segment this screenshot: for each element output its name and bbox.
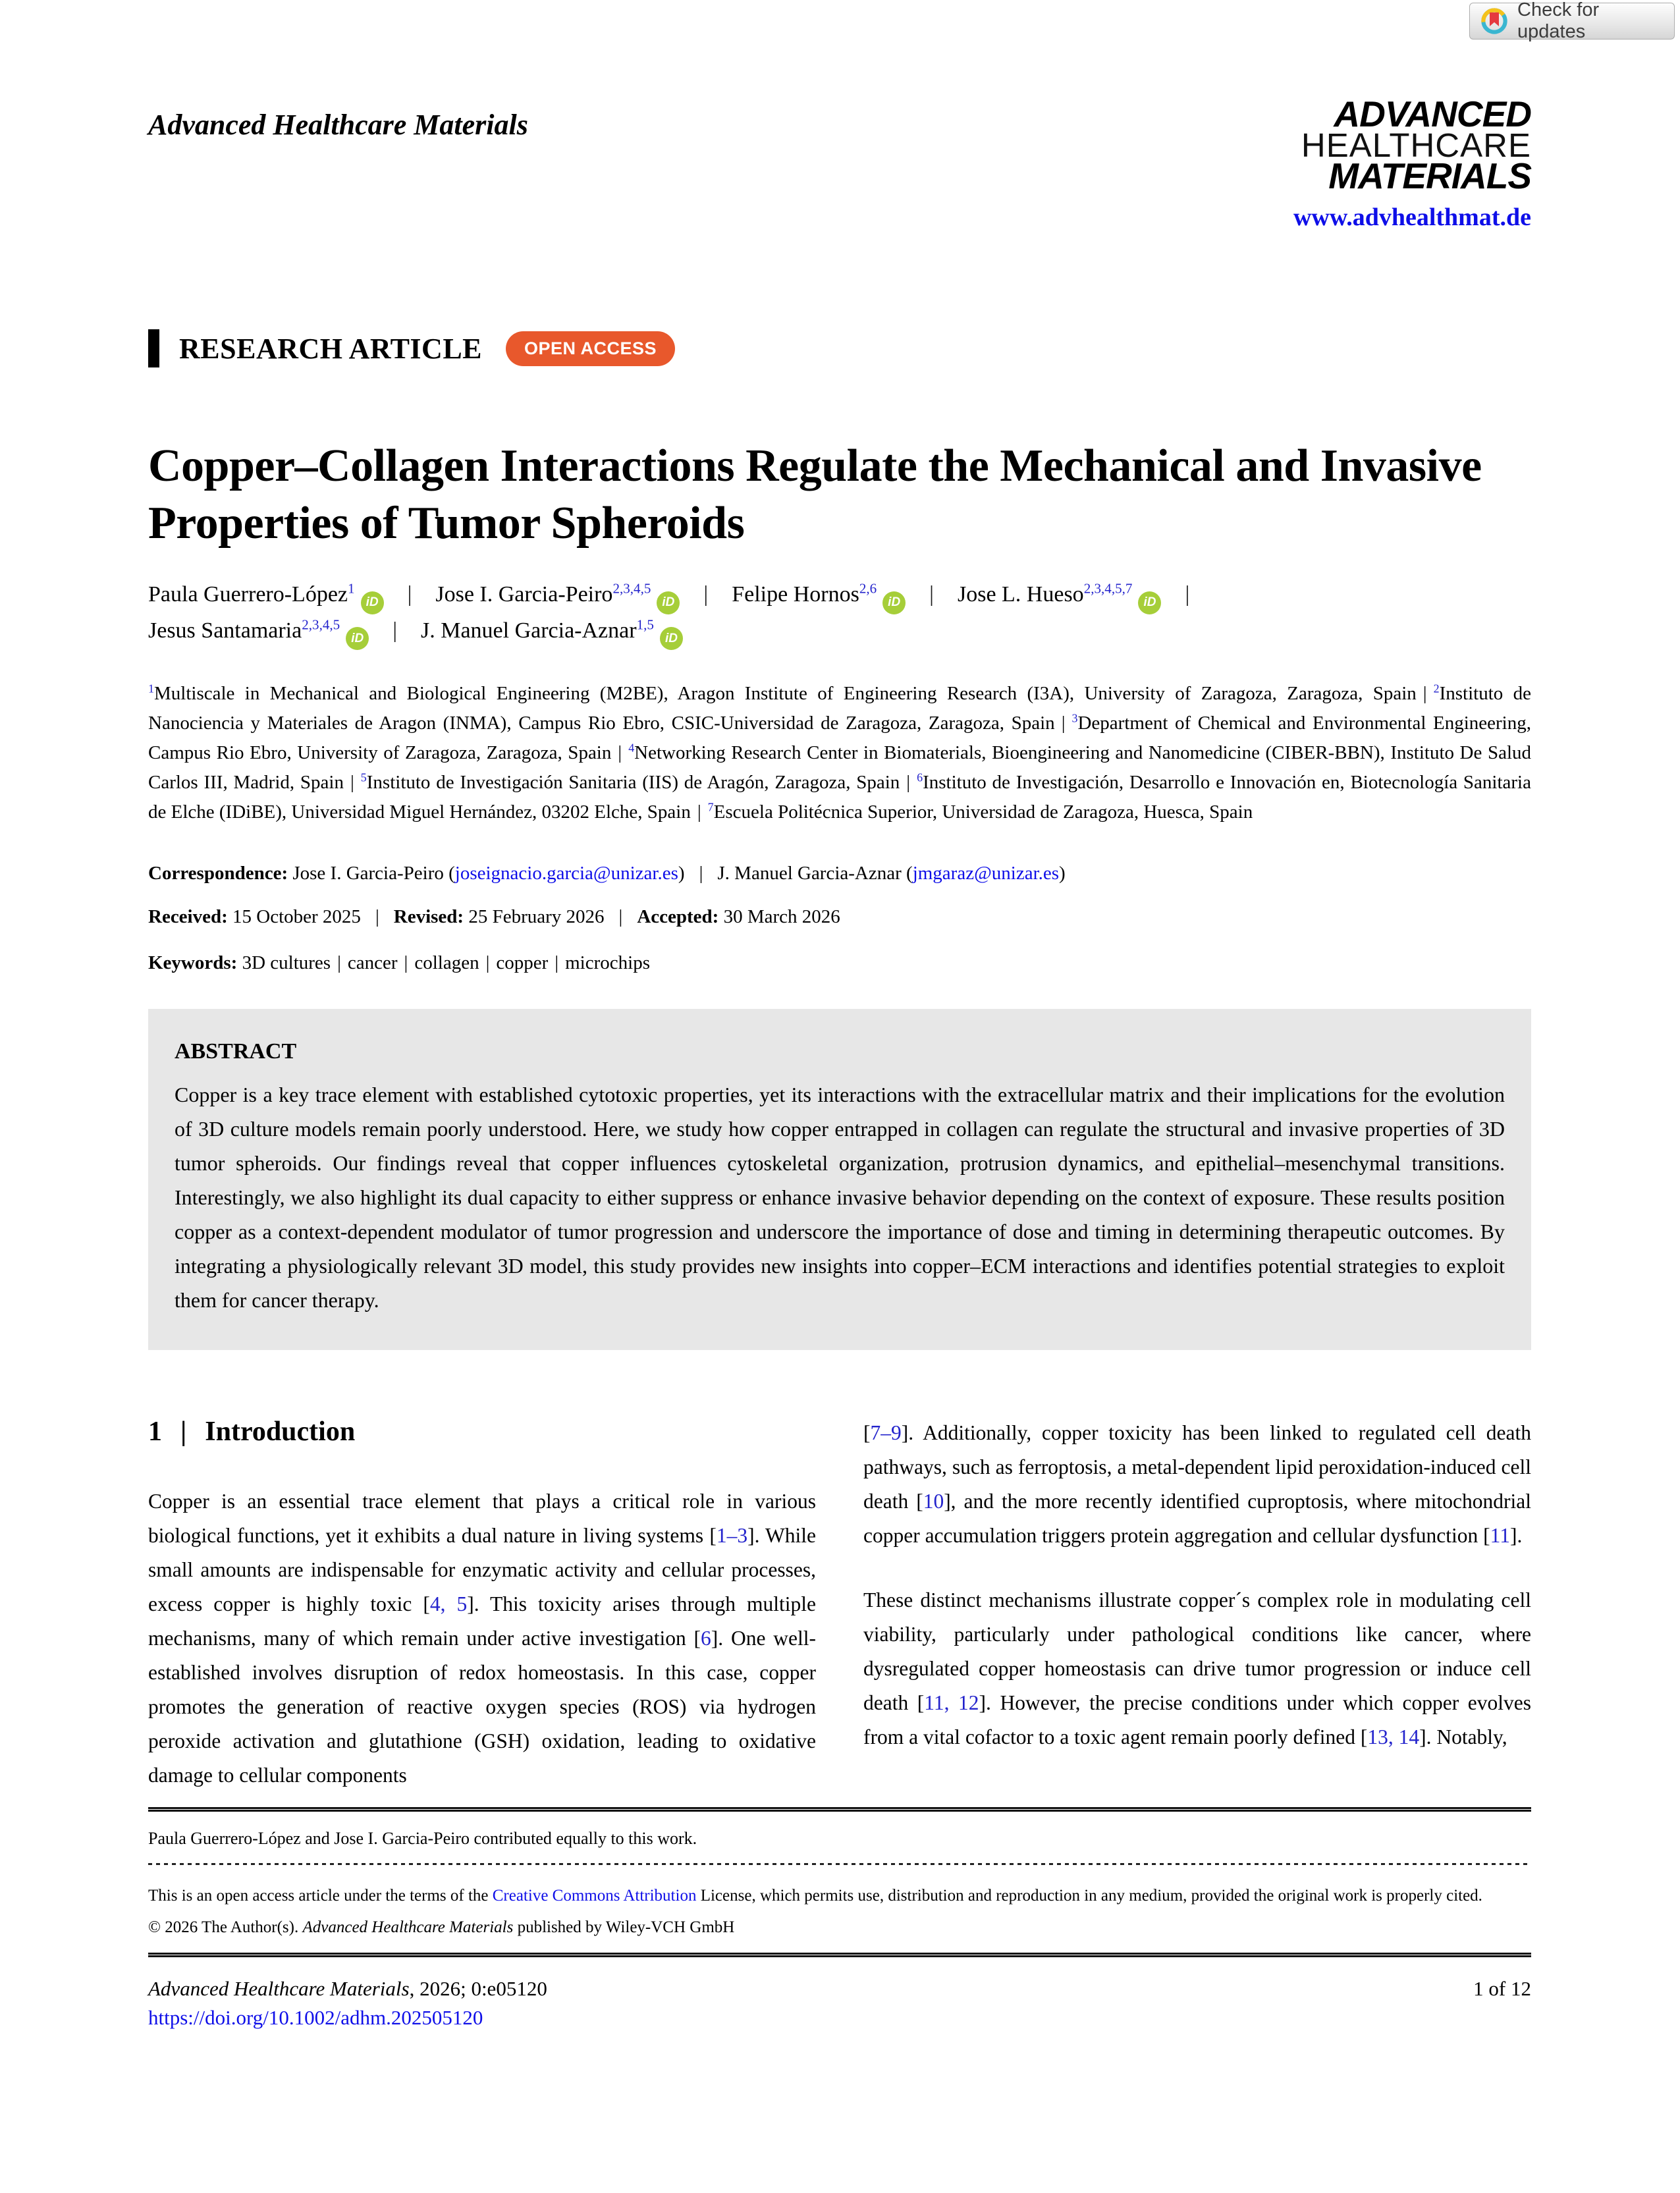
affiliation-separator: | — [697, 801, 701, 823]
affiliation-entry: $^5$Instituto de Investigación Sanitaria (IIS) de Aragón, Zaragoza, Spain — [360, 771, 900, 793]
author-separator: | — [703, 582, 709, 607]
affiliation-separator: | — [906, 772, 911, 793]
citation-ref[interactable]: 11, 12 — [924, 1691, 979, 1714]
correspondence-line — [148, 860, 1531, 886]
author-separator: | — [1185, 582, 1190, 607]
license-pre: This is an open access article under the terms of the — [148, 1887, 493, 1905]
keyword-separator: | — [555, 952, 559, 973]
article-type-row — [148, 329, 1531, 367]
section-number: 1 — [148, 1417, 162, 1447]
footnote-rule — [148, 1807, 1531, 1812]
footer-journal-name: Advanced Healthcare Materials — [148, 1977, 410, 2000]
section-heading-separator: | — [180, 1417, 187, 1447]
correspondence-separator: | — [699, 863, 703, 884]
article-title: Copper–Collagen Interactions Regulate the Mechanical and Invasive Properties of Tumor Spheroids — [148, 441, 1482, 549]
article-type-label: RESEARCH ARTICLE — [179, 332, 483, 365]
orcid-icon[interactable]: iD — [361, 591, 384, 614]
authors-line — [148, 578, 1531, 650]
email-link[interactable]: jmgaraz@unizar.es — [912, 863, 1060, 884]
logo-line-2: HEALTHCARE — [1301, 126, 1531, 164]
copyright-journal-name: Advanced Healthcare Materials — [302, 1918, 514, 1936]
affiliation-entry: $^3$Department of Chemical and Environmental Engineering, Campus Rio Ebro, University of Zaragoza, Zaragoza, Spain — [148, 711, 1531, 763]
abstract-box — [148, 1009, 1531, 1350]
citation-ref[interactable]: 13, 14 — [1367, 1725, 1420, 1748]
keyword: collagen — [414, 952, 479, 973]
keyword-separator: | — [404, 952, 408, 973]
page-footer-rule — [148, 1953, 1531, 1957]
license-text — [148, 1882, 1531, 1909]
date-entry: Revised: 25 February 2026 — [393, 906, 605, 927]
author-entry: Jose I. Garcia-Peiro$^{2,3,4,5}$iD — [435, 582, 680, 607]
keywords-label: Keywords: — [148, 952, 238, 973]
intro-paragraph-right-1: [7–9]. Additionally, copper toxicity has been linked to regulated cell death pathways, such as ferroptosis, a metal-dependent lipid peroxidation-induced cell death [10], and the more recently identified cuproptosis, where mitochondrial copper accumulation triggers protein aggregation and cellular dysfunction [11]. — [863, 1421, 1531, 1547]
affiliation-entry: $^6$Instituto de Investigación, Desarrollo e Innovación en, Biotecnología Sanitaria de Elche (IDiBE), Universidad Miguel Hernández, 03202 Elche, Spain — [148, 771, 1531, 823]
citation-ref[interactable]: 7–9 — [870, 1421, 902, 1444]
citation-ref[interactable]: 4, 5 — [429, 1592, 468, 1615]
copyright-line — [148, 1918, 1531, 1937]
affiliation-separator: | — [1061, 713, 1066, 734]
section-title: Introduction — [205, 1417, 356, 1447]
intro-paragraph-right-2: These distinct mechanisms illustrate copper´s complex role in modulating cell viability, particularly under pathological conditions like cancer, where dysregulated copper homeostasis can drive tumor progression or induce cell death [11, 12]. However, the precise conditions under which copper evolves from a vital cofactor to a toxic agent remain poorly defined [13, 14]. Notably, — [863, 1588, 1531, 1748]
journal-url-link[interactable]: www.advhealthmat.de — [1293, 203, 1531, 231]
logo-line-3: MATERIALS — [1328, 155, 1531, 196]
author-separator: | — [929, 582, 934, 607]
keywords-line — [148, 950, 1531, 976]
correspondence-contact: Jose I. Garcia-Peiro (joseignacio.garcia@unizar.es) — [292, 863, 685, 884]
page-footer-row — [148, 1977, 1531, 2030]
creative-commons-link[interactable]: Creative Commons Attribution — [492, 1887, 697, 1905]
citation-ref[interactable]: 10 — [923, 1490, 944, 1513]
copyright-pre: © 2026 The Author(s). — [148, 1918, 303, 1936]
page-footer-citation — [148, 1977, 547, 2030]
equal-contribution-note: Paula Guerrero-López and Jose I. Garcia-Peiro contributed equally to this work. — [148, 1829, 697, 1848]
article-type-bar — [148, 329, 159, 367]
affiliation-separator: | — [1423, 683, 1427, 704]
copyright-post: published by Wiley-VCH GmbH — [513, 1918, 735, 1936]
check-for-updates-label: Check for updates — [1517, 0, 1600, 42]
date-entry: Received: 15 October 2025 — [148, 906, 361, 927]
affiliation-entry: $^1$Multiscale in Mechanical and Biological Engineering (M2BE), Aragon Institute of Engineering Research (I3A), University of Zaragoza, Zaragoza, Spain — [148, 682, 1417, 704]
citation-ref[interactable]: 1–3 — [716, 1524, 748, 1547]
affiliations — [148, 679, 1531, 827]
affiliation-entry: $^4$Networking Research Center in Biomaterials, Bioengineering and Nanomedicine (CIBER-BBN), Instituto De Salud Carlos III, Madrid, Spain — [148, 741, 1531, 793]
author-separator: | — [393, 618, 397, 643]
journal-logo — [1293, 94, 1531, 233]
keyword: 3D cultures — [242, 952, 331, 973]
orcid-icon[interactable]: iD — [882, 591, 906, 614]
affiliation-separator: | — [350, 772, 354, 793]
journal-name: Advanced Healthcare Materials — [148, 109, 528, 141]
intro-right-column — [863, 1416, 1531, 1793]
keyword-separator: | — [485, 952, 490, 973]
keyword: copper — [496, 952, 549, 973]
page-number: 1 of 12 — [1473, 1977, 1531, 2000]
introduction-section — [148, 1416, 1531, 1793]
section-heading — [148, 1416, 816, 1448]
abstract-text: Copper is a key trace element with established cytotoxic properties, yet its interactions with the extracellular matrix and their implications for the evolution of 3D culture models remain poorly understood. Here, we study how copper entrapped in collagen can regulate the structural and invasive properties of 3D tumor spheroids. Our findings reveal that copper influences cytoskeletal organization, protrusion dynamics, and epithelial–mesenchymal transitions. Interestingly, we also highlight its dual capacity to either suppress or enhance invasive behavior depending on the context of exposure. These results position copper as a context-dependent modulator of tumor progression and underscore the importance of dose and timing in determining therapeutic outcomes. By integrating a physiologically relevant 3D model, this study provides new insights into copper–ECM interactions and identifies potential strategies to exploit them for cancer therapy. — [175, 1083, 1505, 1312]
author-entry: Jose L. Hueso$^{2,3,4,5,7}$iD — [958, 582, 1161, 607]
date-separator: | — [375, 906, 379, 927]
orcid-icon[interactable]: iD — [657, 591, 680, 614]
citation-ref[interactable]: 11 — [1490, 1524, 1511, 1547]
keyword-separator: | — [337, 952, 341, 973]
page-header — [148, 94, 1531, 233]
orcid-icon[interactable]: iD — [346, 627, 369, 650]
author-entry: Felipe Hornos$^{2,6}$iD — [732, 582, 906, 607]
author-entry: J. Manuel Garcia-Aznar$^{1,5}$iD — [421, 618, 683, 643]
correspondence-contacts — [288, 863, 1066, 884]
date-entry: Accepted: 30 March 2026 — [637, 906, 840, 927]
license-post: License, which permits use, distribution and reproduction in any medium, provided the original work is properly cited. — [696, 1887, 1482, 1905]
intro-left-column — [148, 1416, 816, 1793]
author-entry: Jesus Santamaria$^{2,3,4,5}$iD — [148, 618, 369, 643]
author-separator: | — [407, 582, 412, 607]
keyword: microchips — [565, 952, 650, 973]
dashed-separator — [148, 1863, 1531, 1865]
keywords-items — [237, 952, 650, 973]
dates-line — [148, 904, 1531, 930]
email-link[interactable]: joseignacio.garcia@unizar.es — [454, 863, 678, 884]
correspondence-contact: J. Manuel Garcia-Aznar (jmgaraz@unizar.es) — [717, 863, 1066, 884]
abstract-heading: ABSTRACT — [175, 1039, 297, 1064]
correspondence-label: Correspondence: — [148, 863, 288, 884]
doi-link[interactable]: https://doi.org/10.1002/adhm.202505120 — [148, 2006, 483, 2029]
author-entry: Paula Guerrero-López$^1$iD — [148, 582, 384, 607]
intro-paragraph-left: Copper is an essential trace element that plays a critical role in various biological functions, yet it exhibits a dual nature in living systems [1–3]. While small amounts are indispensable for enzymatic activity and cellular processes, excess copper is highly toxic [4, 5]. This toxicity arises through multiple mechanisms, many of which remain under active investigation [6]. One well-established involves disruption of redox homeostasis. In this case, copper promotes the generation of reactive oxygen species (ROS) via hydrogen peroxide activation and glutathione (GSH) oxidation, leading to oxidative damage to cellular components — [148, 1490, 817, 1787]
footer-issue-info: , 2026; 0:e05120 — [409, 1977, 547, 2000]
citation-ref[interactable]: 6 — [701, 1627, 711, 1650]
open-access-badge: OPEN ACCESS — [506, 331, 675, 366]
logo-line-1: ADVANCED — [1334, 94, 1531, 134]
date-separator: | — [618, 906, 623, 927]
affiliation-separator: | — [618, 742, 622, 763]
affiliation-entry: $^7$Escuela Politécnica Superior, Universidad de Zaragoza, Huesca, Spain — [707, 800, 1253, 823]
orcid-icon[interactable]: iD — [1138, 591, 1161, 614]
affiliation-entry: $^2$Instituto de Nanociencia y Materiales de Aragon (INMA), Campus Rio Ebro, CSIC-Universidad de Zaragoza, Zaragoza, Spain — [148, 682, 1531, 734]
keyword: cancer — [347, 952, 398, 973]
orcid-icon[interactable]: iD — [660, 627, 683, 650]
